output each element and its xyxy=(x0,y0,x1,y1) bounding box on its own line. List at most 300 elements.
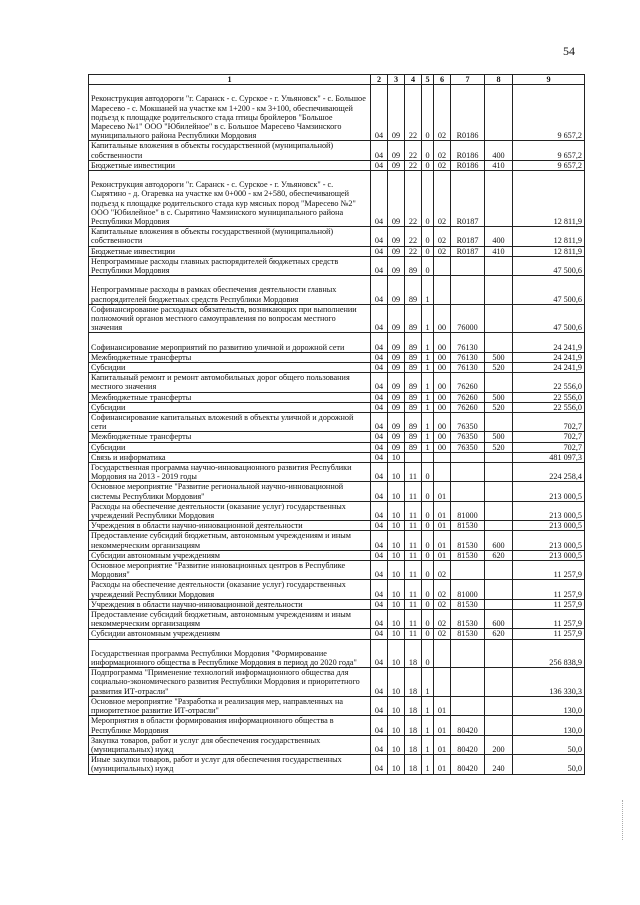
row-code: 04 xyxy=(371,482,388,501)
row-description: Реконструкция автодороги "г. Саранск - с. Сурское - г. Ульяновск" - с. Сырятино - д. Огаревка на участке км 0+000 - км 2+580, обеспечивающей подъезд к площадке родительского стада кур мясных пород "Маресево №2" ООО "Юбилейное" в с. Сырятино Чамзинского муниципального района Республики Мордовия xyxy=(89,171,371,227)
row-code: 22 xyxy=(405,160,422,170)
row-code: 0 xyxy=(422,580,434,599)
row-code: 11 xyxy=(405,521,422,531)
row-code: 81000 xyxy=(451,501,485,520)
row-amount: 213 000,5 xyxy=(513,482,585,501)
row-code xyxy=(485,85,513,141)
row-code: 09 xyxy=(388,333,405,352)
row-code: 09 xyxy=(388,432,405,442)
row-code: 1 xyxy=(422,413,434,432)
row-code xyxy=(434,256,451,275)
row-description: Субсидии автономным учреждениям xyxy=(89,629,371,639)
row-code: 10 xyxy=(388,531,405,550)
row-code xyxy=(434,452,451,462)
table-row xyxy=(89,413,585,432)
row-description: Связь и информатика xyxy=(89,452,371,462)
row-code xyxy=(451,668,485,697)
row-amount: 136 330,3 xyxy=(513,668,585,697)
row-code: 400 xyxy=(485,141,513,160)
row-code: 18 xyxy=(405,716,422,735)
row-code: 76130 xyxy=(451,333,485,352)
row-code: 10 xyxy=(388,482,405,501)
table-row xyxy=(89,160,585,170)
row-code: 520 xyxy=(485,363,513,373)
table-row xyxy=(89,735,585,754)
row-description: Капитальные вложения в объекты государственной (муниципальной) собственности xyxy=(89,227,371,246)
row-amount: 50,0 xyxy=(513,755,585,774)
row-code xyxy=(485,171,513,227)
row-description: Межбюджетные трансферты xyxy=(89,392,371,402)
row-code: 0 xyxy=(422,463,434,482)
row-code: 00 xyxy=(434,304,451,333)
table-row xyxy=(89,755,585,774)
table-row xyxy=(89,629,585,639)
table-row xyxy=(89,550,585,560)
row-code xyxy=(434,276,451,305)
row-code xyxy=(485,256,513,275)
row-code: 89 xyxy=(405,413,422,432)
row-code: 09 xyxy=(388,363,405,373)
row-code: 01 xyxy=(434,696,451,715)
row-amount: 47 500,6 xyxy=(513,304,585,333)
row-code: 0 xyxy=(422,550,434,560)
row-code: 18 xyxy=(405,639,422,668)
row-code: 1 xyxy=(422,696,434,715)
page-number: 54 xyxy=(563,44,575,58)
row-code: 89 xyxy=(405,352,422,362)
row-code: 04 xyxy=(371,227,388,246)
row-amount: 9 657,2 xyxy=(513,141,585,160)
row-code: 10 xyxy=(388,599,405,609)
row-code: 0 xyxy=(422,256,434,275)
table-row xyxy=(89,452,585,462)
row-code: 09 xyxy=(388,171,405,227)
row-code: 0 xyxy=(422,482,434,501)
row-code: 520 xyxy=(485,402,513,412)
row-code: 1 xyxy=(422,668,434,697)
row-code: 02 xyxy=(434,85,451,141)
row-code: 1 xyxy=(422,352,434,362)
row-code: 00 xyxy=(434,432,451,442)
row-code: 04 xyxy=(371,373,388,392)
row-code: 10 xyxy=(388,452,405,462)
row-amount: 47 500,6 xyxy=(513,256,585,275)
row-code: 10 xyxy=(388,716,405,735)
row-code: 04 xyxy=(371,432,388,442)
row-code: 0 xyxy=(422,531,434,550)
row-code xyxy=(451,696,485,715)
row-code: 11 xyxy=(405,550,422,560)
row-code: R0187 xyxy=(451,227,485,246)
row-code: 02 xyxy=(434,561,451,580)
row-code: 22 xyxy=(405,141,422,160)
row-code: R0186 xyxy=(451,160,485,170)
row-description: Расходы на обеспечение деятельности (оказание услуг) государственных учреждений Республики Мордовия xyxy=(89,580,371,599)
row-code: 00 xyxy=(434,402,451,412)
row-code xyxy=(451,482,485,501)
row-code: 1 xyxy=(422,755,434,774)
row-code: 0 xyxy=(422,85,434,141)
row-amount: 22 556,0 xyxy=(513,402,585,412)
row-description: Подпрограмма "Применение технологий информационного общества для социально-экономического развития Республики Мордовия и приоритетного развития ИТ-отрасли" xyxy=(89,668,371,697)
row-code: 04 xyxy=(371,85,388,141)
row-code: 01 xyxy=(434,755,451,774)
row-description: Капитальные вложения в объекты государственной (муниципальной) собственности xyxy=(89,141,371,160)
row-code: 89 xyxy=(405,304,422,333)
row-code xyxy=(485,716,513,735)
row-code: 04 xyxy=(371,160,388,170)
row-description: Учреждения в области научно-инновационной деятельности xyxy=(89,599,371,609)
row-code: 89 xyxy=(405,333,422,352)
row-amount: 11 257,9 xyxy=(513,599,585,609)
row-code xyxy=(485,580,513,599)
row-description: Учреждения в области научно-инновационной деятельности xyxy=(89,521,371,531)
row-code: 09 xyxy=(388,246,405,256)
row-amount: 130,0 xyxy=(513,716,585,735)
row-code: 81530 xyxy=(451,610,485,629)
row-code: 18 xyxy=(405,735,422,754)
row-description: Субсидии xyxy=(89,442,371,452)
row-code: 11 xyxy=(405,501,422,520)
row-code: 0 xyxy=(422,227,434,246)
row-code: 04 xyxy=(371,531,388,550)
row-code: 410 xyxy=(485,160,513,170)
scan-margin-marks xyxy=(622,800,629,840)
row-code: 02 xyxy=(434,629,451,639)
row-code xyxy=(485,599,513,609)
row-code xyxy=(485,482,513,501)
row-code: 600 xyxy=(485,610,513,629)
row-code: 89 xyxy=(405,432,422,442)
row-code: 81530 xyxy=(451,531,485,550)
row-code: 1 xyxy=(422,304,434,333)
row-code: 1 xyxy=(422,363,434,373)
row-description: Софинансирование расходных обязательств, возникающих при выполнении полномочий органов местного самоуправления по вопросам местного значения xyxy=(89,304,371,333)
row-code: 00 xyxy=(434,333,451,352)
row-code: 89 xyxy=(405,363,422,373)
row-code xyxy=(485,276,513,305)
budget-table xyxy=(88,74,585,775)
row-code xyxy=(485,668,513,697)
row-code: 0 xyxy=(422,501,434,520)
row-code: 200 xyxy=(485,735,513,754)
row-code: 1 xyxy=(422,735,434,754)
row-code: 500 xyxy=(485,352,513,362)
table-row xyxy=(89,521,585,531)
table-row xyxy=(89,442,585,452)
row-code: 04 xyxy=(371,363,388,373)
row-code: 10 xyxy=(388,610,405,629)
row-code: 500 xyxy=(485,432,513,442)
row-code: 02 xyxy=(434,171,451,227)
row-code: 04 xyxy=(371,442,388,452)
row-code: 76260 xyxy=(451,402,485,412)
row-code: 00 xyxy=(434,413,451,432)
row-code: 80420 xyxy=(451,755,485,774)
row-amount: 130,0 xyxy=(513,696,585,715)
table-row xyxy=(89,392,585,402)
row-code: 04 xyxy=(371,276,388,305)
row-amount: 11 257,9 xyxy=(513,580,585,599)
row-code xyxy=(485,304,513,333)
row-code: 04 xyxy=(371,755,388,774)
row-description: Основное мероприятие "Разработка и реализация мер, направленных на приоритетное развитие ИТ-отрасли" xyxy=(89,696,371,715)
row-amount: 702,7 xyxy=(513,442,585,452)
row-code: 1 xyxy=(422,716,434,735)
row-code xyxy=(485,521,513,531)
table-row xyxy=(89,256,585,275)
table-row xyxy=(89,668,585,697)
row-code: 00 xyxy=(434,373,451,392)
table-row xyxy=(89,531,585,550)
row-code: 04 xyxy=(371,610,388,629)
row-code xyxy=(434,463,451,482)
row-amount: 702,7 xyxy=(513,413,585,432)
table-row xyxy=(89,561,585,580)
row-code: 76260 xyxy=(451,392,485,402)
row-amount: 213 000,5 xyxy=(513,501,585,520)
header-cell: 1 xyxy=(89,75,371,85)
row-description: Реконструкция автодороги "г. Саранск - с. Сурское - г. Ульяновск" - с. Большое Маресево - с. Мокшаней на участке км 1+200 - км 3+100, обеспечивающей подъезд к площадке родительского стада птицы бройлеров "Большое Маресево №1" ООО "Юбилейное" в с. Большое Маресево Чамзинского муниципального района Республики Мордовия xyxy=(89,85,371,141)
row-code: 0 xyxy=(422,521,434,531)
row-code: 04 xyxy=(371,599,388,609)
row-code: 11 xyxy=(405,463,422,482)
row-code: 01 xyxy=(434,550,451,560)
row-code xyxy=(405,452,422,462)
row-description: Закупка товаров, работ и услуг для обеспечения государственных (муниципальных) нужд xyxy=(89,735,371,754)
row-code: 02 xyxy=(434,227,451,246)
row-amount: 11 257,9 xyxy=(513,610,585,629)
row-code: 09 xyxy=(388,85,405,141)
row-code: 04 xyxy=(371,696,388,715)
header-cell: 9 xyxy=(513,75,585,85)
row-code: 04 xyxy=(371,735,388,754)
row-code: 02 xyxy=(434,610,451,629)
row-code: 620 xyxy=(485,629,513,639)
row-code: 09 xyxy=(388,442,405,452)
table-row xyxy=(89,580,585,599)
row-code xyxy=(451,276,485,305)
row-code: 81000 xyxy=(451,580,485,599)
row-code: 89 xyxy=(405,256,422,275)
row-code: 0 xyxy=(422,160,434,170)
row-code: 00 xyxy=(434,392,451,402)
row-code: 11 xyxy=(405,531,422,550)
row-code: 76130 xyxy=(451,363,485,373)
row-code: R0187 xyxy=(451,246,485,256)
row-code: 09 xyxy=(388,413,405,432)
row-code: 520 xyxy=(485,442,513,452)
row-code xyxy=(485,463,513,482)
row-code: 11 xyxy=(405,629,422,639)
row-code xyxy=(451,452,485,462)
row-code: 18 xyxy=(405,755,422,774)
row-code: 1 xyxy=(422,373,434,392)
row-amount: 12 811,9 xyxy=(513,171,585,227)
row-code: 10 xyxy=(388,755,405,774)
row-description: Софинансирование мероприятий по развитию уличной и дорожной сети xyxy=(89,333,371,352)
row-code: 500 xyxy=(485,392,513,402)
row-code: 89 xyxy=(405,442,422,452)
row-code: 09 xyxy=(388,256,405,275)
row-code xyxy=(451,561,485,580)
row-code: 04 xyxy=(371,550,388,560)
row-code: 09 xyxy=(388,373,405,392)
row-amount: 24 241,9 xyxy=(513,363,585,373)
row-description: Межбюджетные трансферты xyxy=(89,432,371,442)
row-code: 00 xyxy=(434,363,451,373)
row-code: 02 xyxy=(434,160,451,170)
row-amount: 24 241,9 xyxy=(513,352,585,362)
row-description: Государственная программа Республики Мордовия "Формирование информационного общества в Республике Мордовия в период до 2020 года" xyxy=(89,639,371,668)
row-amount: 47 500,6 xyxy=(513,276,585,305)
row-code xyxy=(451,256,485,275)
row-description: Государственная программа научно-инновационного развития Республики Мордовия на 2013 - 2019 годы xyxy=(89,463,371,482)
row-code: 04 xyxy=(371,246,388,256)
row-code xyxy=(485,373,513,392)
row-amount: 11 257,9 xyxy=(513,629,585,639)
row-description: Иные закупки товаров, работ и услуг для обеспечения государственных (муниципальных) нужд xyxy=(89,755,371,774)
row-code: 1 xyxy=(422,432,434,442)
row-code: 04 xyxy=(371,304,388,333)
header-cell: 2 xyxy=(371,75,388,85)
row-code: 80420 xyxy=(451,735,485,754)
row-code: 09 xyxy=(388,160,405,170)
row-code: 01 xyxy=(434,531,451,550)
table-row xyxy=(89,639,585,668)
table-row xyxy=(89,304,585,333)
table-row xyxy=(89,363,585,373)
row-code: 10 xyxy=(388,521,405,531)
row-code: 02 xyxy=(434,141,451,160)
row-code: 11 xyxy=(405,561,422,580)
table-row xyxy=(89,276,585,305)
header-cell: 3 xyxy=(388,75,405,85)
row-amount: 50,0 xyxy=(513,735,585,754)
row-amount: 24 241,9 xyxy=(513,333,585,352)
row-code: R0186 xyxy=(451,141,485,160)
table-row xyxy=(89,610,585,629)
row-amount: 22 556,0 xyxy=(513,373,585,392)
row-code: 04 xyxy=(371,413,388,432)
row-code: 10 xyxy=(388,629,405,639)
row-code: 81530 xyxy=(451,550,485,560)
table-row xyxy=(89,171,585,227)
row-code: 00 xyxy=(434,352,451,362)
row-description: Бюджетные инвестиции xyxy=(89,160,371,170)
row-code: 22 xyxy=(405,246,422,256)
row-code: 10 xyxy=(388,639,405,668)
row-code: 11 xyxy=(405,599,422,609)
row-code: 04 xyxy=(371,452,388,462)
row-description: Расходы на обеспечение деятельности (оказание услуг) государственных учреждений Республики Мордовия xyxy=(89,501,371,520)
row-amount: 256 838,9 xyxy=(513,639,585,668)
header-cell: 8 xyxy=(485,75,513,85)
table-row xyxy=(89,227,585,246)
row-code: 02 xyxy=(434,580,451,599)
row-description: Основное мероприятие "Развитие региональной научно-инновационной системы Республики Мордовия" xyxy=(89,482,371,501)
row-code: 04 xyxy=(371,629,388,639)
row-amount: 481 097,3 xyxy=(513,452,585,462)
row-description: Софинансирование капитальных вложений в объекты уличной и дорожной сети xyxy=(89,413,371,432)
row-code: 11 xyxy=(405,482,422,501)
row-code: 10 xyxy=(388,668,405,697)
row-code xyxy=(485,413,513,432)
row-code: 76350 xyxy=(451,413,485,432)
header-cell: 7 xyxy=(451,75,485,85)
row-description: Межбюджетные трансферты xyxy=(89,352,371,362)
row-code xyxy=(485,696,513,715)
row-code: 0 xyxy=(422,141,434,160)
table-row xyxy=(89,482,585,501)
row-code: 04 xyxy=(371,392,388,402)
row-code xyxy=(451,639,485,668)
row-amount: 12 811,9 xyxy=(513,246,585,256)
row-code: 81530 xyxy=(451,599,485,609)
row-amount: 9 657,2 xyxy=(513,160,585,170)
row-code: 04 xyxy=(371,501,388,520)
row-code: 10 xyxy=(388,550,405,560)
row-amount: 22 556,0 xyxy=(513,392,585,402)
row-code: 1 xyxy=(422,276,434,305)
table-row xyxy=(89,352,585,362)
row-code: 620 xyxy=(485,550,513,560)
header-cell: 5 xyxy=(422,75,434,85)
row-code: R0187 xyxy=(451,171,485,227)
row-code: 02 xyxy=(434,599,451,609)
row-code: 18 xyxy=(405,668,422,697)
row-description: Основное мероприятие "Развитие инновационных центров в Республике Мордовия" xyxy=(89,561,371,580)
row-code xyxy=(485,333,513,352)
row-description: Субсидии xyxy=(89,402,371,412)
header-cell: 6 xyxy=(434,75,451,85)
row-code: 04 xyxy=(371,580,388,599)
table-row xyxy=(89,402,585,412)
row-code: 1 xyxy=(422,402,434,412)
row-code: 0 xyxy=(422,561,434,580)
row-code: 04 xyxy=(371,463,388,482)
row-code: 22 xyxy=(405,227,422,246)
table-row xyxy=(89,463,585,482)
row-description: Капитальный ремонт и ремонт автомобильных дорог общего пользования местного значения xyxy=(89,373,371,392)
row-code: 81530 xyxy=(451,521,485,531)
row-code: 09 xyxy=(388,227,405,246)
header-cell: 4 xyxy=(405,75,422,85)
row-amount: 12 811,9 xyxy=(513,227,585,246)
row-code: 02 xyxy=(434,246,451,256)
row-code xyxy=(485,452,513,462)
row-code: R0186 xyxy=(451,85,485,141)
row-code: 76350 xyxy=(451,442,485,452)
row-description: Бюджетные инвестиции xyxy=(89,246,371,256)
row-code xyxy=(434,668,451,697)
table-row xyxy=(89,432,585,442)
row-code: 04 xyxy=(371,141,388,160)
row-code: 09 xyxy=(388,141,405,160)
row-code: 240 xyxy=(485,755,513,774)
row-code: 22 xyxy=(405,85,422,141)
row-code: 89 xyxy=(405,276,422,305)
row-code: 11 xyxy=(405,580,422,599)
row-code: 0 xyxy=(422,639,434,668)
row-code: 04 xyxy=(371,668,388,697)
row-code: 76130 xyxy=(451,352,485,362)
table-row xyxy=(89,246,585,256)
row-code: 01 xyxy=(434,501,451,520)
row-code: 09 xyxy=(388,352,405,362)
row-code xyxy=(485,639,513,668)
row-code: 09 xyxy=(388,402,405,412)
